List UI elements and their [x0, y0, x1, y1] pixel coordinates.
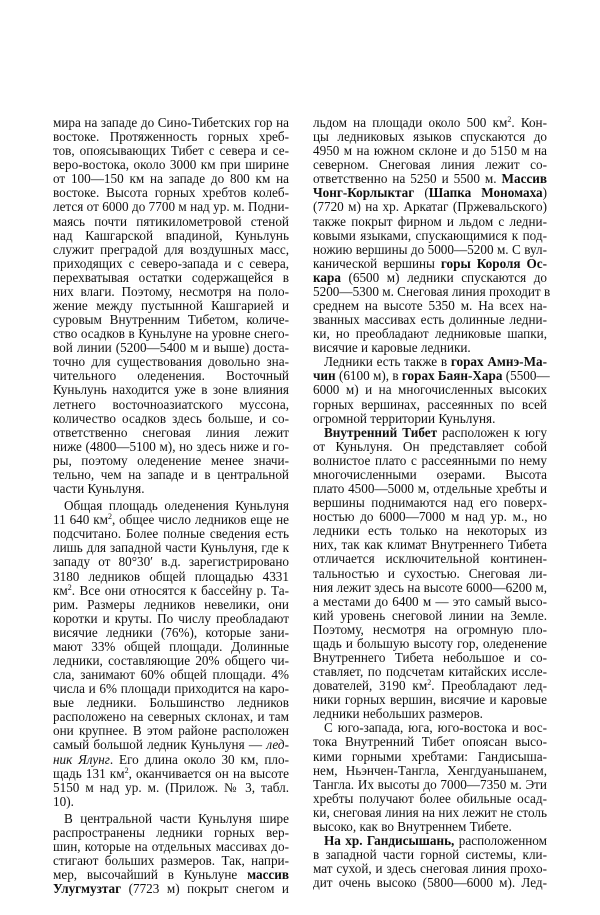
text-line: волнистое плато с рассеянными по нему: [313, 452, 547, 468]
text-line: нем, Ньэнчен-Тангла, Хенгдуаньшанем,: [313, 762, 547, 778]
text-line: числа и 6% площади приходится на каро-: [53, 681, 289, 697]
text-line: канической вершины горы Короля Ос-: [313, 255, 547, 271]
text-line: востоке. Протяженность горных хреб-: [53, 129, 289, 145]
text-line: точно для существования довольно зна-: [53, 354, 289, 370]
text-line: щадь 131 $км^2$, оканчивается он на высоте: [53, 765, 289, 781]
text-line: В центральной части Куньлуня шире: [64, 810, 289, 826]
right-text-column: [313, 115, 551, 891]
text-line: многочисленными озерами. Высота: [313, 466, 547, 482]
text-line: огромной территории Куньлуня.: [313, 410, 496, 426]
text-line: мер, высочайший в Куньлуне массив: [53, 867, 289, 883]
text-line: Тангла. Их высоты до 7000—7350 м. Эти: [313, 776, 547, 792]
text-line: ностью до 6000—7000 м над ур. м., но: [313, 509, 547, 525]
text-line: Чонг-Корлыктаг (Шапка Мономаха): [313, 185, 547, 201]
text-line: дователей, 3190 $км^2$. Преобладают лед-: [313, 678, 548, 694]
text-line: служит преградой для воздушных масс,: [53, 241, 289, 257]
text-line: ледники есть только на некоторых из: [313, 523, 547, 539]
text-line: от 100—150 км на западе до 800 км на: [53, 171, 289, 187]
text-line: веро-востока, около 3000 км при ширине: [53, 157, 289, 173]
text-line: хребты получают более обильные осад-: [313, 790, 547, 806]
text-line: 4950 м на южном склоне и до 5150 м на: [313, 143, 547, 159]
text-line: вые ледники. Большинство ледников: [53, 695, 289, 711]
text-line: ответственно снеговая линия лежит: [53, 424, 289, 440]
text-line: мают 33% общей площади. Долинные: [53, 638, 289, 654]
text-line: На хр. Гандисышань, расположенном: [324, 832, 547, 848]
text-line: С юго-запада, юга, юго-востока и вос-: [324, 720, 547, 736]
text-line: стигают больших размеров. Так, напри-: [53, 853, 289, 869]
text-line: среднем на высоте 5350 м. На всех на-: [313, 298, 547, 314]
text-line: лется от 6000 до 7700 м над ур. м. Подни-: [53, 199, 289, 215]
text-line: приходящих с северо-запада и с севера,: [53, 255, 289, 271]
text-line: ство осадков в Куньлуне на уровне снего-: [53, 326, 289, 342]
text-line: они крупнее. В этом районе расположен: [53, 723, 289, 739]
text-line: чительного оледенения. Восточный: [53, 368, 289, 384]
text-line: Внутреннего Тибета небольшое и со-: [313, 649, 547, 665]
text-line: тальностью и сухостью. Снеговая ли-: [313, 565, 547, 581]
text-line: от Куньлуня. Он представляет собой: [313, 438, 547, 454]
text-line: Куньлунь находится уже в зоне влияния: [53, 382, 289, 398]
text-line: суровым Внутренним Тибетом, количе-: [53, 312, 289, 328]
text-line: также покрыт фирном и льдом с ледни-: [313, 213, 547, 229]
text-line: цы ледниковых языков спускаются до: [313, 129, 547, 145]
text-line: званных массивах есть долинные ледни-: [313, 312, 547, 328]
text-line: рим. Размеры ледников невелики, они: [53, 596, 289, 612]
text-line: кими горными хребтами: Гандисыша-: [313, 748, 547, 764]
text-line: тельно, чем на западе и в центральной: [53, 466, 289, 482]
text-line: них влаги. Поэтому, несмотря на поло-: [53, 283, 289, 299]
text-line: ки, снеговая линия на них лежит не столь: [313, 804, 547, 820]
text-line: ниже (4800—5100 м), но здесь ниже и го-: [53, 438, 289, 454]
text-line: ки, но преобладают ледниковые шапки,: [313, 326, 547, 342]
text-line: ники горных вершин, висячие и каровые: [313, 692, 547, 708]
text-line: кара (6500 м) ледники спускаются до: [313, 269, 547, 285]
text-line: высоко, как во Внутреннем Тибете.: [313, 818, 512, 834]
text-line: распространены ледники горных вер-: [53, 824, 289, 840]
text-line: ножию вершины до 5000—5200 м. С вул-: [313, 241, 547, 257]
left-text-column: [53, 116, 289, 896]
text-line: щадь и большую высоту гор, оледенение: [313, 635, 547, 651]
text-line: в западной части горной системы, кли-: [313, 847, 547, 863]
text-line: Ледники есть также в горах Амнэ-Ма-: [324, 354, 547, 370]
text-line: $км^2$. Все они относятся к бассейну р. Та-: [53, 582, 289, 598]
text-line: Внутренний Тибет расположен к югу: [324, 424, 548, 440]
text-line: тов, опоясывающих Тибет с севера и се-: [53, 143, 289, 159]
text-line: подсчитано. Более полные сведения есть: [53, 526, 289, 542]
text-line: а местами до 6400 м — это самый высо-: [313, 593, 547, 609]
text-line: тока Внутренний Тибет опоясан высо-: [313, 734, 547, 750]
text-line: коротки и круты. По числу преобладают: [53, 610, 289, 626]
text-line: сла, занимают 60% общей площади. 4%: [53, 667, 289, 683]
text-line: ния лежит здесь на высоте 6000—6200 м,: [313, 579, 547, 595]
text-line: отличается исключительной континен-: [313, 551, 547, 567]
text-line: льдом на площади около 500 $км^2$. Кон-: [313, 115, 547, 130]
text-line: 3180 ледников общей площадью 4331: [53, 568, 289, 584]
text-line: вой линии (5200—5400 м и выше) доста-: [53, 340, 289, 356]
text-line: перехватывая остатки содержащейся в: [53, 269, 289, 285]
text-line: ник Ялунг. Его длина около 30 км, пло-: [53, 751, 289, 767]
text-line: летнего восточноазиатского муссона,: [53, 396, 289, 412]
text-line: кий уровень снеговой линии на Земле.: [313, 607, 547, 623]
text-line: ковыми языками, спускающимися к под-: [313, 227, 547, 243]
text-line: Поэтому, несмотря на огромную пло-: [313, 621, 547, 637]
text-line: мат сухой, и здесь снеговая линия прохо-: [313, 861, 547, 877]
text-line: ледники небольших размеров.: [313, 706, 483, 722]
text-line: части Куньлуня.: [53, 481, 145, 497]
text-line: ледники, составляющие 20% общего чи-: [53, 652, 289, 668]
text-line: Улугмузтаг (7723 м) покрыт снегом и: [53, 881, 289, 897]
text-line: Общая площадь оледенения Куньлуня: [64, 498, 289, 514]
text-line: висячие ледники (76%), которые зани-: [53, 624, 289, 640]
text-line: висячие и каровые ледники.: [313, 340, 471, 356]
text-line: дит очень высоко (5800—6000 м). Лед-: [313, 875, 547, 891]
text-line: расположено на северных склонах, и там: [53, 709, 289, 725]
text-line: самый большой ледник Куньлуня — лед-: [53, 737, 289, 753]
text-line: горных вершинах, рассеянных по всей: [313, 396, 547, 412]
text-line: ставляет, по подсчетам китайских иссле-: [313, 664, 547, 680]
text-line: над Кашгарской впадиной, Куньлунь: [53, 227, 289, 243]
text-line: 5150 м над ур. м. (Прилож. № 3, табл.: [53, 779, 289, 795]
text-line: 5200—5300 м. Снеговая линия проходит в: [313, 283, 551, 299]
text-line: плато 4500—5000 м, отдельные хребты и: [313, 481, 547, 497]
text-line: северном. Снеговая линия лежит со-: [313, 157, 547, 173]
text-line: маясь почти пятикилометровой стеной: [53, 213, 289, 229]
text-line: ры, поэтому оледенение менее значи-: [53, 452, 289, 468]
text-line: востоке. Высота горных хребтов колеб-: [53, 185, 289, 201]
text-line: 10).: [53, 793, 74, 809]
text-line: 6000 м) и на многочисленных высоких: [313, 382, 547, 398]
text-line: ответственно на 5250 и 5500 м. Массив: [313, 171, 547, 187]
text-line: 11 640 $км^2$, общее число ледников еще не: [53, 512, 290, 528]
text-line: (7720 м) на хр. Аркатаг (Пржевальского): [313, 199, 547, 215]
text-line: вершины поднимаются над его поверх-: [313, 495, 547, 511]
text-line: шин, которые на отдельных массивах до-: [53, 838, 289, 854]
text-line: западу от 80°30′ в.д. зарегистрировано: [53, 554, 289, 570]
text-line: жение между пустынной Кашгарией и: [53, 298, 289, 314]
text-line: мира на западе до Сино-Тибетских гор на: [53, 115, 289, 130]
text-line: лишь для западной части Куньлуня, где к: [53, 540, 289, 556]
text-line: чин (6100 м), в горах Баян-Хара (5500—: [313, 368, 550, 384]
text-line: них, так как климат Внутреннего Тибета: [313, 537, 547, 553]
text-line: количество осадков здесь больше, и со-: [53, 410, 289, 426]
